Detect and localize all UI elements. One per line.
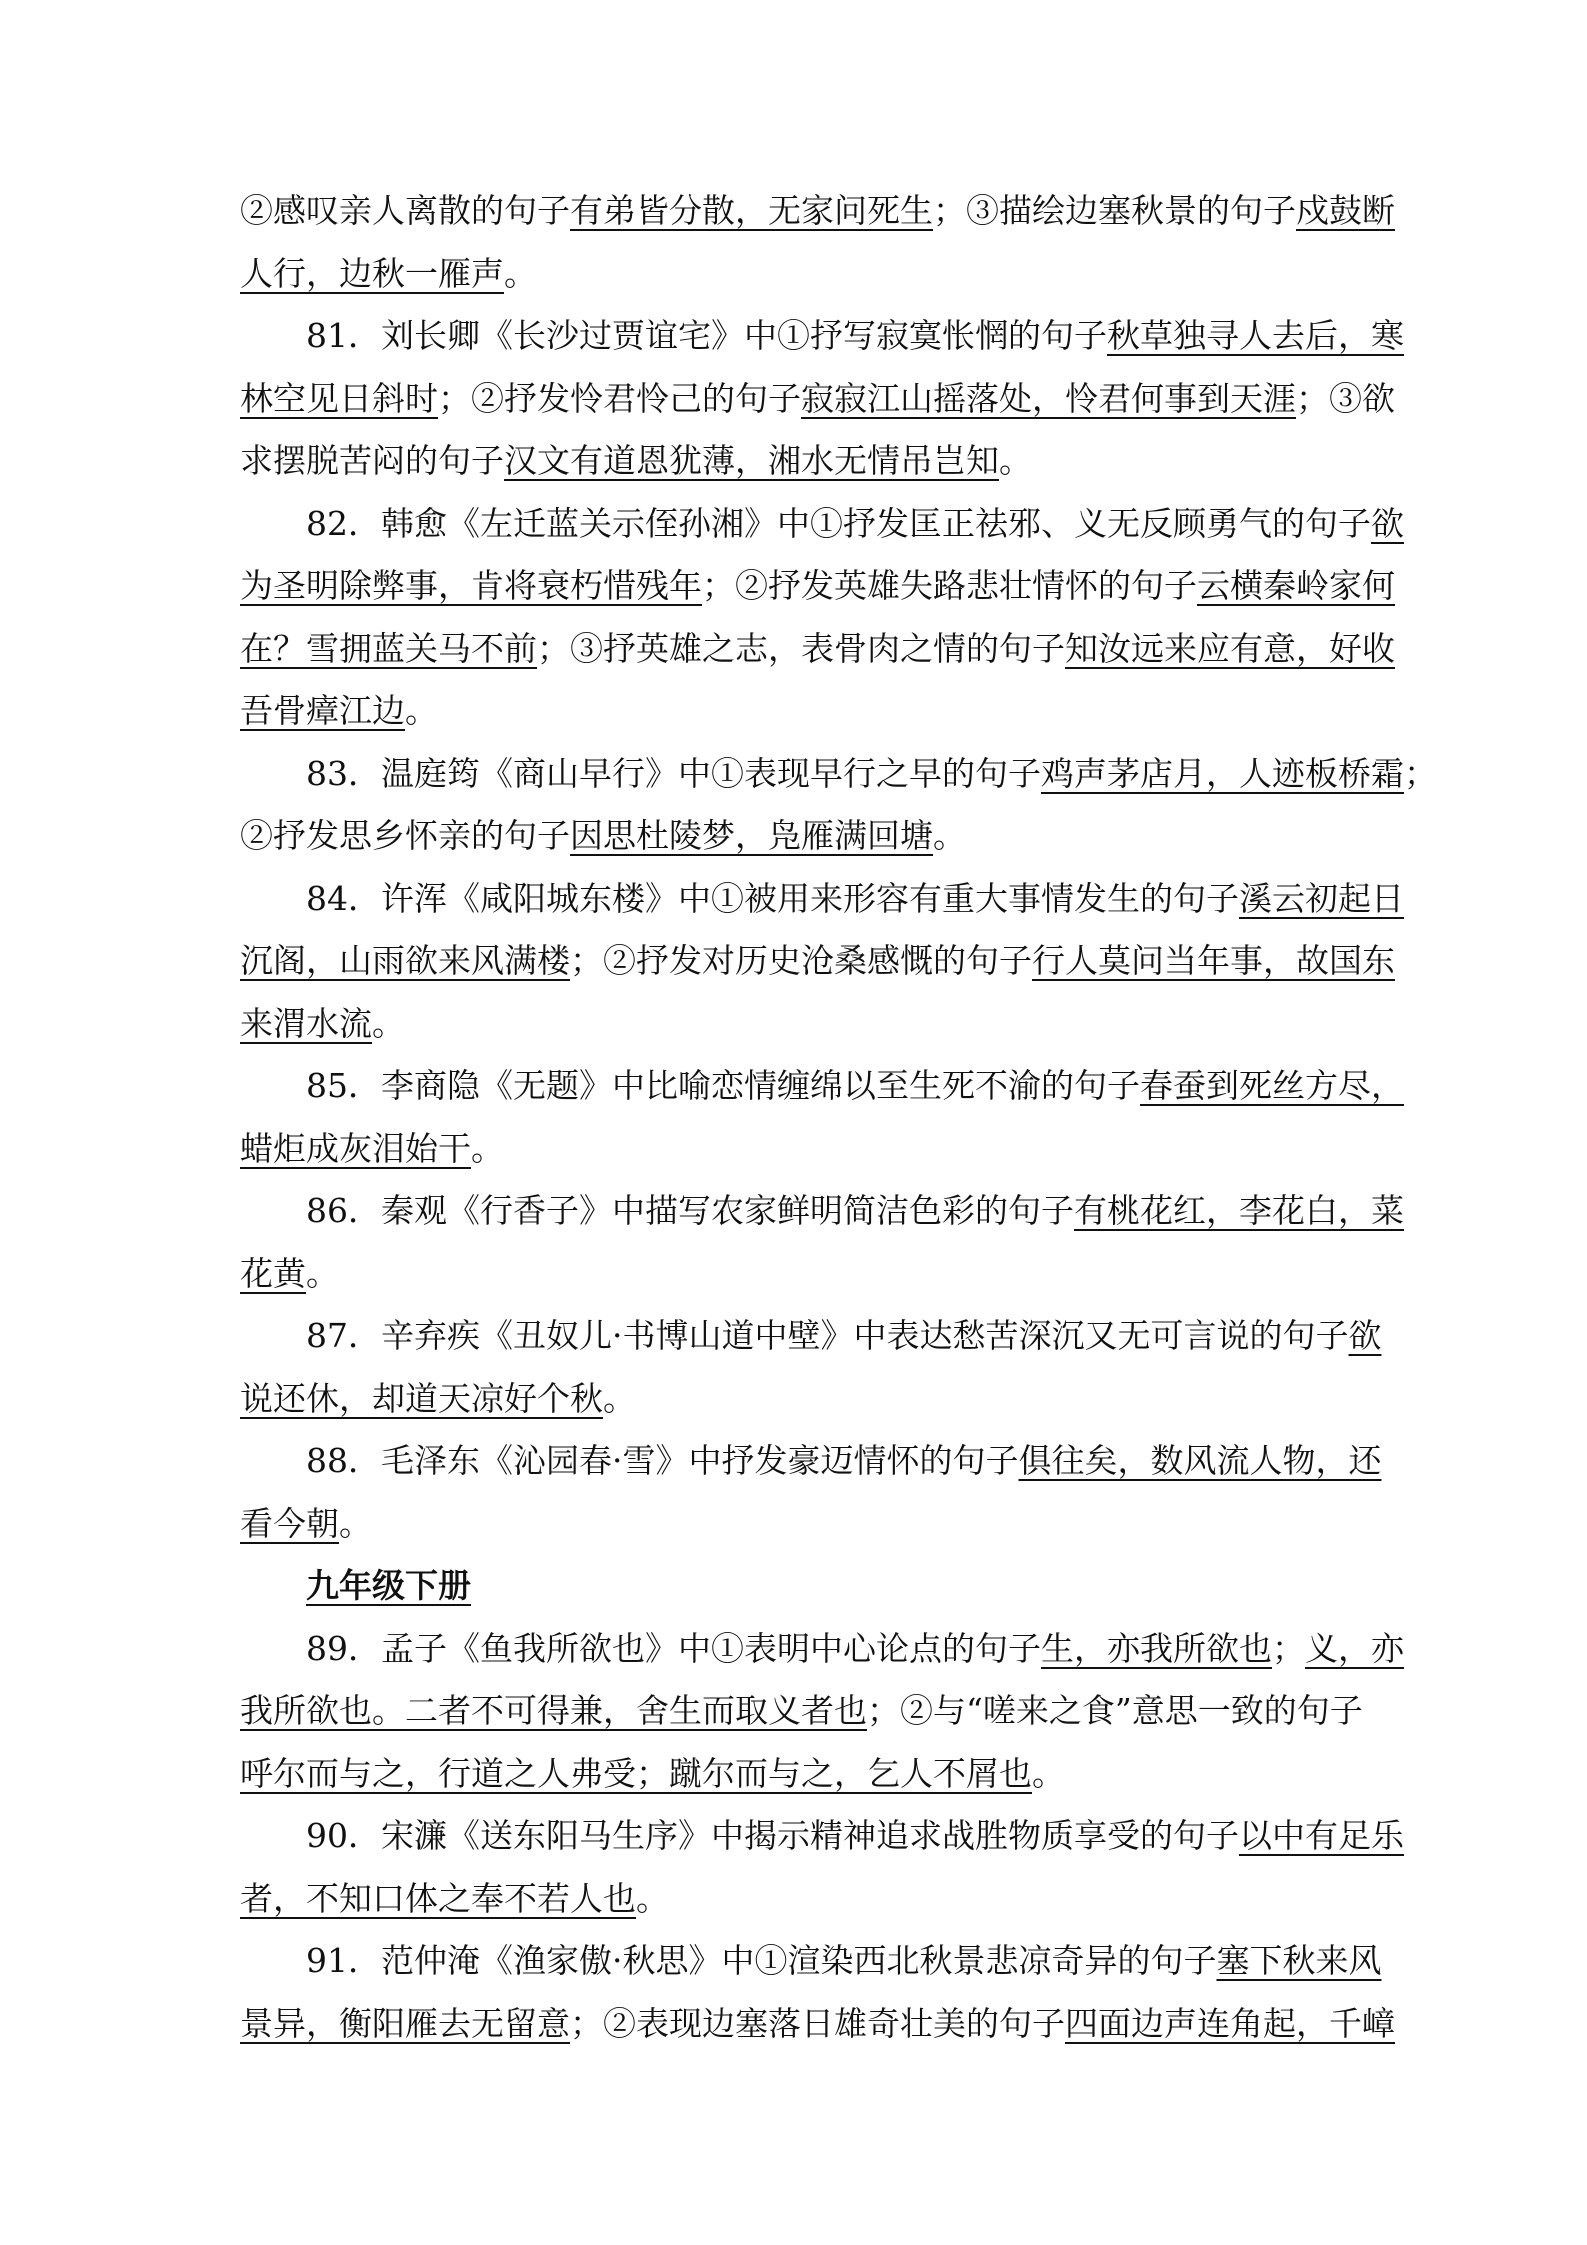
text-line [240,1805,1404,1868]
underlined-quote: 者，不知口体之奉不若人也 [240,1878,636,1918]
underlined-quote: 花黄 [240,1253,306,1293]
underlined-quote: 春蚕到死丝方尽， [1140,1066,1404,1105]
text-line [240,493,1404,556]
underlined-quote: 知汝远来应有意，好收 [1065,628,1395,668]
underlined-quote: 云横秦岭家何 [1197,566,1395,605]
underlined-quote: 沉阁，山雨欲来风满楼 [240,941,570,980]
underlined-quote: 四面边声连角起，千嶂 [1065,2003,1395,2043]
underlined-quote: 欲 [1371,503,1404,543]
text-segment: 。 [1032,1753,1065,1793]
text-segment: 。 [999,441,1032,480]
text-line [240,1305,1382,1368]
underlined-quote: 寂寂江山摇落处，怜君何事到天涯 [801,378,1296,418]
text-segment: ；③欲 [1296,378,1395,418]
text-segment: 。 [471,1128,504,1168]
text-segment: 90．宋濂《送东阳马生序》中揭示精神追求战胜物质享受的句子 [306,1816,1239,1855]
text-line [240,1118,1350,1181]
text-segment: 。 [504,253,537,293]
underlined-quote: 塞下秋来风 [1216,1941,1382,1980]
section-heading: 九年级下册 [306,1566,471,1605]
underlined-quote: 呼尔而与之，行道之人弗受；蹴尔而与之，乞人不屑也 [240,1753,1032,1793]
underlined-quote: 在？雪拥蓝关马不前 [240,628,537,668]
text-segment: 。 [339,1503,372,1543]
text-line [240,618,1395,681]
underlined-quote: 因思杜陵梦，凫雁满回塘 [570,816,933,855]
text-line [240,993,1350,1056]
text-line [240,680,1350,743]
underlined-quote: 有桃花红，李花白，菜 [1074,1191,1404,1230]
text-segment: ；②与“嗟来之食”意思一致的句子 [867,1691,1363,1730]
underlined-quote: 人行，边秋一雁声 [240,253,504,293]
text-segment: ；②表现边塞落日雄奇壮美的句子 [570,2003,1065,2043]
text-segment: 。 [372,1003,405,1043]
underlined-quote: 行人莫问当年事，故国东 [1032,941,1395,980]
text-segment: ； [1272,1628,1305,1668]
text-segment: 。 [636,1878,669,1918]
text-line [240,805,1350,868]
text-line [240,180,1395,243]
text-segment: 83．温庭筠《商山早行》中①表现早行之早的句子 [306,753,1041,793]
underlined-quote: 俱往矣，数风流人物，还 [1018,1441,1382,1480]
text-segment: 81．刘长卿《长沙过贾谊宅》中①抒写寂寞怅惘的句子 [306,316,1107,355]
text-line [240,305,1404,368]
text-segment: ；③描绘边塞秋景的句子 [933,191,1296,230]
underlined-quote: 蜡炬成灰泪始干 [240,1128,471,1168]
underlined-quote: 吾骨瘴江边 [240,691,405,730]
text-segment: 。 [603,1378,636,1418]
text-segment: ；③抒英雄之志，表骨肉之情的句子 [537,628,1065,668]
text-segment: 91．范仲淹《渔家傲·秋思》中①渲染西北秋景悲凉奇异的句子 [306,1941,1217,1980]
text-segment: 82．韩愈《左迁蓝关示侄孙湘》中①抒发匡正祛邪、义无反顾勇气的句子 [306,503,1371,543]
underlined-quote: 以中有足乐 [1239,1816,1404,1855]
text-line [240,930,1395,993]
text-line [240,1930,1382,1993]
underlined-quote: 欲 [1348,1316,1382,1355]
text-segment: 87．辛弃疾《丑奴儿·书博山道中壁》中表达愁苦深沉又无可言说的句子 [306,1316,1349,1355]
text-line [240,1680,1363,1743]
text-segment: ；②抒发怜君怜己的句子 [438,378,801,418]
text-segment: 85．李商隐《无题》中比喻恋情缠绵以至生死不渝的句子 [306,1066,1140,1105]
text-line [240,243,1350,306]
text-line [240,1180,1404,1243]
text-line [240,1555,1350,1618]
underlined-quote: 看今朝 [240,1503,339,1543]
text-segment: 。 [306,1253,339,1293]
underlined-quote: 有弟皆分散，无家问死生 [570,191,933,230]
text-line [240,1993,1395,2056]
text-segment: ②抒发思乡怀亲的句子 [240,816,570,855]
underlined-quote: 为圣明除弊事，肯将衰朽惜残年 [240,566,702,605]
text-line [240,868,1404,931]
text-line [240,1368,1350,1431]
text-line [240,555,1395,618]
text-line [240,1055,1404,1118]
underlined-quote: 秋草独寻人去后，寒 [1107,316,1404,355]
text-segment: ；②抒发英雄失路悲壮情怀的句子 [702,566,1197,605]
text-line [240,1243,1350,1306]
text-line [240,743,1437,806]
text-segment: 求摆脱苦闷的句子 [240,441,504,480]
text-segment: ；②抒发对历史沧桑感慨的句子 [570,941,1032,980]
underlined-quote: 林空见日斜时 [240,378,438,418]
text-line [240,1743,1350,1806]
text-line [240,1618,1404,1681]
text-segment: 89．孟子《鱼我所欲也》中①表明中心论点的句子 [306,1628,1041,1668]
text-segment: 。 [933,816,966,855]
underlined-quote: 汉文有道恩犹薄，湘水无情吊岂知 [504,441,999,480]
underlined-quote: 来渭水流 [240,1003,372,1043]
underlined-quote: 景异，衡阳雁去无留意 [240,2003,570,2043]
text-line [240,1868,1350,1931]
underlined-quote: 溪云初起日 [1239,878,1404,918]
underlined-quote: 我所欲也。二者不可得兼，舍生而取义者也 [240,1691,867,1730]
document-body [240,180,1437,2055]
text-line [240,1493,1350,1556]
underlined-quote: 戍鼓断 [1296,191,1395,230]
underlined-quote: 鸡声茅店月，人迹板桥霜 [1041,753,1404,793]
underlined-quote: 义，亦 [1305,1628,1404,1668]
text-segment: 。 [405,691,438,730]
text-line [240,1430,1382,1493]
underlined-quote: 说还休，却道天凉好个秋 [240,1378,603,1418]
text-segment: 84．许浑《咸阳城东楼》中①被用来形容有重大事情发生的句子 [306,878,1239,918]
text-segment: ； [1404,753,1437,793]
text-line [240,368,1395,431]
underlined-quote: 生，亦我所欲也 [1041,1628,1272,1668]
text-line [240,430,1350,493]
text-segment: 88．毛泽东《沁园春·雪》中抒发豪迈情怀的句子 [306,1441,1019,1480]
text-segment: ②感叹亲人离散的句子 [240,191,570,230]
text-segment: 86．秦观《行香子》中描写农家鲜明简洁色彩的句子 [306,1191,1074,1230]
